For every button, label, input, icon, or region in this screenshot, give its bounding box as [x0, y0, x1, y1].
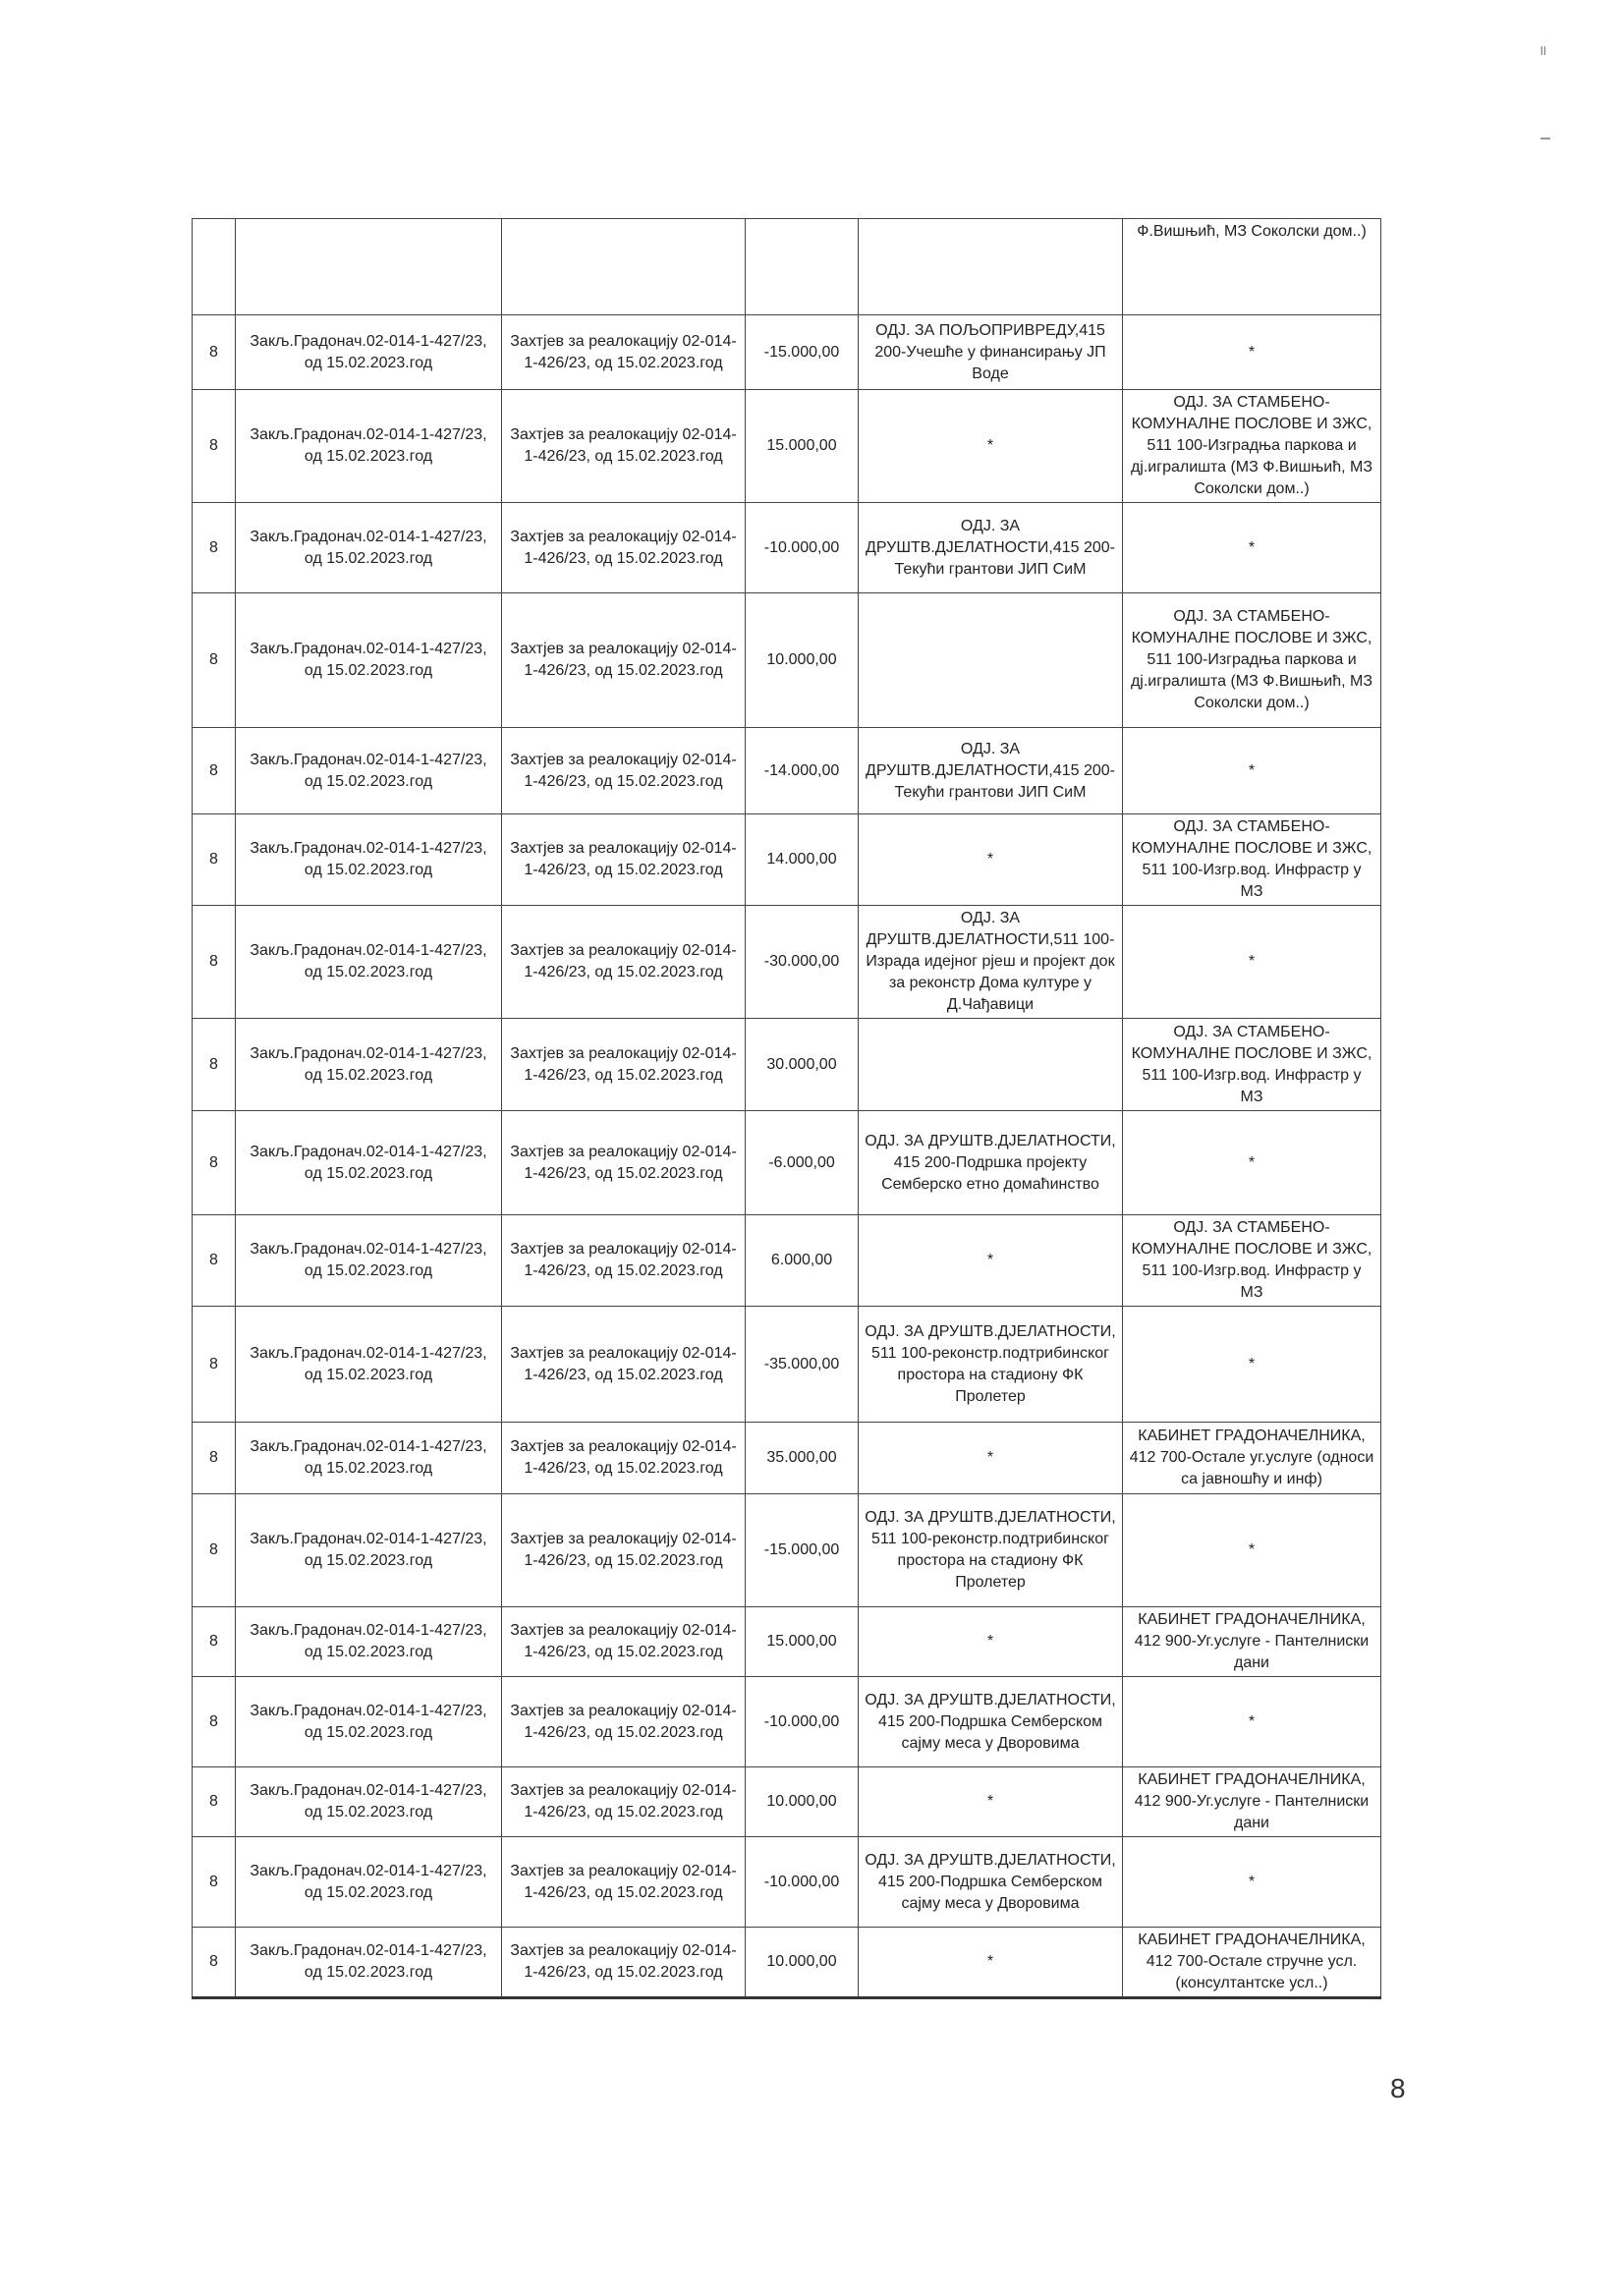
scan-artifact-dash — [1540, 138, 1550, 140]
cell-request-ref: Захтјев за реалокацију 02-014-1-426/23, од 15.02.2023.год — [502, 315, 746, 390]
cell-source-account: ОДЈ. ЗА ДРУШТВ.ДЈЕЛАТНОСТИ,415 200-Текући грантови ЈИП СиМ — [859, 728, 1123, 814]
cell-source-account: * — [859, 814, 1123, 906]
cell-request-ref: Захтјев за реалокацију 02-014-1-426/23, од 15.02.2023.год — [502, 1837, 746, 1928]
cell-target-account: * — [1123, 728, 1381, 814]
cell-amount: -35.000,00 — [746, 1307, 859, 1423]
cell-amount: -15.000,00 — [746, 1494, 859, 1607]
cell-number: 8 — [193, 1607, 236, 1677]
table-row — [193, 315, 1381, 390]
scan-artifact-mark: ॥ — [1539, 42, 1547, 58]
cell-amount: -6.000,00 — [746, 1111, 859, 1215]
cell-request-ref: Захтјев за реалокацију 02-014-1-426/23, од 15.02.2023.год — [502, 1423, 746, 1494]
cell-number: 8 — [193, 1111, 236, 1215]
cell-number: 8 — [193, 1677, 236, 1767]
cell-source-account: * — [859, 390, 1123, 503]
cell-number: 8 — [193, 728, 236, 814]
cell-source-account: ОДЈ. ЗА ДРУШТВ.ДЈЕЛАТНОСТИ, 415 200-Подршка Семберском сајму меса у Дворовима — [859, 1677, 1123, 1767]
cell-empty — [502, 219, 746, 315]
cell-amount: -14.000,00 — [746, 728, 859, 814]
table-row — [193, 1307, 1381, 1423]
cell-request-ref: Захтјев за реалокацију 02-014-1-426/23, од 15.02.2023.год — [502, 593, 746, 728]
cell-number: 8 — [193, 1423, 236, 1494]
cell-decision-ref: Закљ.Градонач.02-014-1-427/23, од 15.02.2023.год — [236, 1494, 502, 1607]
table-row — [193, 1767, 1381, 1837]
cell-source-account: * — [859, 1928, 1123, 1998]
cell-decision-ref: Закљ.Градонач.02-014-1-427/23, од 15.02.2023.год — [236, 1607, 502, 1677]
cell-decision-ref: Закљ.Градонач.02-014-1-427/23, од 15.02.2023.год — [236, 1837, 502, 1928]
cell-number: 8 — [193, 593, 236, 728]
cell-empty — [859, 219, 1123, 315]
page-number: 8 — [1390, 2073, 1406, 2103]
cell-decision-ref: Закљ.Градонач.02-014-1-427/23, од 15.02.2023.год — [236, 1111, 502, 1215]
cell-request-ref: Захтјев за реалокацију 02-014-1-426/23, од 15.02.2023.год — [502, 814, 746, 906]
cell-request-ref: Захтјев за реалокацију 02-014-1-426/23, од 15.02.2023.год — [502, 1494, 746, 1607]
cell-number: 8 — [193, 390, 236, 503]
cell-source-account: ОДЈ. ЗА ДРУШТВ.ДЈЕЛАТНОСТИ, 511 100-реконстр.подтрибинског простора на стадиону ФК Пролетер — [859, 1307, 1123, 1423]
cell-request-ref: Захтјев за реалокацију 02-014-1-426/23, од 15.02.2023.год — [502, 1928, 746, 1998]
cell-source-account: * — [859, 1767, 1123, 1837]
cell-amount: -10.000,00 — [746, 1677, 859, 1767]
cell-request-ref: Захтјев за реалокацију 02-014-1-426/23, од 15.02.2023.год — [502, 1215, 746, 1307]
cell-target-account: * — [1123, 1677, 1381, 1767]
cell-continued-text: Ф.Вишњић, МЗ Соколски дом..) — [1123, 219, 1381, 315]
cell-decision-ref: Закљ.Градонач.02-014-1-427/23, од 15.02.2023.год — [236, 1019, 502, 1111]
cell-number: 8 — [193, 503, 236, 593]
cell-decision-ref: Закљ.Градонач.02-014-1-427/23, од 15.02.2023.год — [236, 1677, 502, 1767]
table-row — [193, 814, 1381, 906]
cell-number: 8 — [193, 1928, 236, 1998]
cell-amount: -30.000,00 — [746, 906, 859, 1019]
cell-decision-ref: Закљ.Градонач.02-014-1-427/23, од 15.02.2023.год — [236, 1767, 502, 1837]
cell-number: 8 — [193, 1215, 236, 1307]
table-row — [193, 503, 1381, 593]
cell-request-ref: Захтјев за реалокацију 02-014-1-426/23, од 15.02.2023.год — [502, 1019, 746, 1111]
cell-amount: 15.000,00 — [746, 1607, 859, 1677]
cell-source-account — [859, 593, 1123, 728]
cell-source-account: ОДЈ. ЗА ДРУШТВ.ДЈЕЛАТНОСТИ, 511 100-реконстр.подтрибинског простора на стадиону ФК Пролетер — [859, 1494, 1123, 1607]
cell-source-account: * — [859, 1215, 1123, 1307]
cell-request-ref: Захтјев за реалокацију 02-014-1-426/23, од 15.02.2023.год — [502, 1767, 746, 1837]
table-row — [193, 1215, 1381, 1307]
table-row — [193, 1677, 1381, 1767]
cell-target-account: КАБИНЕТ ГРАДОНАЧЕЛНИКА, 412 900-Уг.услуге - Пантелниски дани — [1123, 1767, 1381, 1837]
cell-decision-ref: Закљ.Градонач.02-014-1-427/23, од 15.02.2023.год — [236, 728, 502, 814]
cell-target-account: * — [1123, 315, 1381, 390]
cell-request-ref: Захтјев за реалокацију 02-014-1-426/23, од 15.02.2023.год — [502, 728, 746, 814]
cell-number: 8 — [193, 1019, 236, 1111]
table-row — [193, 593, 1381, 728]
cell-number: 8 — [193, 814, 236, 906]
cell-number: 8 — [193, 1767, 236, 1837]
cell-empty — [236, 219, 502, 315]
cell-request-ref: Захтјев за реалокацију 02-014-1-426/23, од 15.02.2023.год — [502, 1307, 746, 1423]
cell-request-ref: Захтјев за реалокацију 02-014-1-426/23, од 15.02.2023.год — [502, 390, 746, 503]
cell-source-account: * — [859, 1423, 1123, 1494]
cell-target-account: * — [1123, 503, 1381, 593]
cell-target-account: * — [1123, 906, 1381, 1019]
cell-request-ref: Захтјев за реалокацију 02-014-1-426/23, од 15.02.2023.год — [502, 1607, 746, 1677]
cell-decision-ref: Закљ.Градонач.02-014-1-427/23, од 15.02.2023.год — [236, 1307, 502, 1423]
cell-target-account: * — [1123, 1837, 1381, 1928]
cell-source-account — [859, 1019, 1123, 1111]
cell-request-ref: Захтјев за реалокацију 02-014-1-426/23, од 15.02.2023.год — [502, 1111, 746, 1215]
cell-number: 8 — [193, 315, 236, 390]
cell-source-account: ОДЈ. ЗА ДРУШТВ.ДЈЕЛАТНОСТИ, 415 200-Подршка Семберском сајму меса у Дворовима — [859, 1837, 1123, 1928]
cell-target-account: * — [1123, 1494, 1381, 1607]
cell-decision-ref: Закљ.Градонач.02-014-1-427/23, од 15.02.2023.год — [236, 1215, 502, 1307]
cell-decision-ref: Закљ.Градонач.02-014-1-427/23, од 15.02.2023.год — [236, 1928, 502, 1998]
cell-amount: -10.000,00 — [746, 503, 859, 593]
cell-amount: 10.000,00 — [746, 1767, 859, 1837]
table-row-partial — [193, 219, 1381, 315]
cell-source-account: ОДЈ. ЗА ПОЉОПРИВРЕДУ,415 200-Учешће у финансирању ЈП Воде — [859, 315, 1123, 390]
table-row — [193, 1837, 1381, 1928]
cell-request-ref: Захтјев за реалокацију 02-014-1-426/23, од 15.02.2023.год — [502, 503, 746, 593]
cell-request-ref: Захтјев за реалокацију 02-014-1-426/23, од 15.02.2023.год — [502, 1677, 746, 1767]
cell-amount: 35.000,00 — [746, 1423, 859, 1494]
cell-amount: 10.000,00 — [746, 593, 859, 728]
reallocation-table — [192, 218, 1381, 1999]
cell-amount: 30.000,00 — [746, 1019, 859, 1111]
cell-target-account: ОДЈ. ЗА СТАМБЕНО-КОМУНАЛНЕ ПОСЛОВЕ И ЗЖС, 511 100-Изградња паркова и дј.игралишта (МЗ Ф.Вишњић, МЗ Соколски дом..) — [1123, 390, 1381, 503]
cell-amount: 10.000,00 — [746, 1928, 859, 1998]
cell-empty — [746, 219, 859, 315]
cell-number: 8 — [193, 1307, 236, 1423]
cell-target-account: КАБИНЕТ ГРАДОНАЧЕЛНИКА, 412 700-Остале уг.услуге (односи са јавношћу и инф) — [1123, 1423, 1381, 1494]
cell-decision-ref: Закљ.Градонач.02-014-1-427/23, од 15.02.2023.год — [236, 1423, 502, 1494]
cell-target-account: * — [1123, 1307, 1381, 1423]
cell-decision-ref: Закљ.Градонач.02-014-1-427/23, од 15.02.2023.год — [236, 503, 502, 593]
cell-decision-ref: Закљ.Градонач.02-014-1-427/23, од 15.02.2023.год — [236, 814, 502, 906]
table-row — [193, 1607, 1381, 1677]
cell-target-account: ОДЈ. ЗА СТАМБЕНО-КОМУНАЛНЕ ПОСЛОВЕ И ЗЖС, 511 100-Изгр.вод. Инфрастр у МЗ — [1123, 1019, 1381, 1111]
cell-target-account: ОДЈ. ЗА СТАМБЕНО-КОМУНАЛНЕ ПОСЛОВЕ И ЗЖС, 511 100-Изгр.вод. Инфрастр у МЗ — [1123, 1215, 1381, 1307]
cell-amount: -10.000,00 — [746, 1837, 859, 1928]
cell-amount: 14.000,00 — [746, 814, 859, 906]
cell-target-account: КАБИНЕТ ГРАДОНАЧЕЛНИКА, 412 900-Уг.услуге - Пантелниски дани — [1123, 1607, 1381, 1677]
table-row — [193, 906, 1381, 1019]
cell-source-account: ОДЈ. ЗА ДРУШТВ.ДЈЕЛАТНОСТИ, 415 200-Подршка пројекту Семберско етно домаћинство — [859, 1111, 1123, 1215]
cell-target-account: ОДЈ. ЗА СТАМБЕНО-КОМУНАЛНЕ ПОСЛОВЕ И ЗЖС, 511 100-Изградња паркова и дј.игралишта (МЗ Ф.Вишњић, МЗ Соколски дом..) — [1123, 593, 1381, 728]
cell-number: 8 — [193, 1494, 236, 1607]
cell-number: 8 — [193, 906, 236, 1019]
table-row — [193, 1019, 1381, 1111]
cell-amount: 15.000,00 — [746, 390, 859, 503]
table-row — [193, 1423, 1381, 1494]
cell-empty — [193, 219, 236, 315]
cell-decision-ref: Закљ.Градонач.02-014-1-427/23, од 15.02.2023.год — [236, 906, 502, 1019]
table-row — [193, 728, 1381, 814]
cell-source-account: * — [859, 1607, 1123, 1677]
cell-target-account: * — [1123, 1111, 1381, 1215]
table-row — [193, 1111, 1381, 1215]
cell-amount: -15.000,00 — [746, 315, 859, 390]
cell-amount: 6.000,00 — [746, 1215, 859, 1307]
cell-source-account: ОДЈ. ЗА ДРУШТВ.ДЈЕЛАТНОСТИ,415 200-Текући грантови ЈИП СиМ — [859, 503, 1123, 593]
table-row — [193, 1928, 1381, 1998]
cell-target-account: ОДЈ. ЗА СТАМБЕНО-КОМУНАЛНЕ ПОСЛОВЕ И ЗЖС, 511 100-Изгр.вод. Инфрастр у МЗ — [1123, 814, 1381, 906]
cell-target-account: КАБИНЕТ ГРАДОНАЧЕЛНИКА, 412 700-Остале стручне усл.(консултантске усл..) — [1123, 1928, 1381, 1998]
cell-decision-ref: Закљ.Градонач.02-014-1-427/23, од 15.02.2023.год — [236, 315, 502, 390]
table-row — [193, 1494, 1381, 1607]
cell-request-ref: Захтјев за реалокацију 02-014-1-426/23, од 15.02.2023.год — [502, 906, 746, 1019]
table-row — [193, 390, 1381, 503]
cell-number: 8 — [193, 1837, 236, 1928]
cell-decision-ref: Закљ.Градонач.02-014-1-427/23, од 15.02.2023.год — [236, 390, 502, 503]
cell-source-account: ОДЈ. ЗА ДРУШТВ.ДЈЕЛАТНОСТИ,511 100-Израда идејног рјеш и пројект док за реконстр Дома културе у Д.Чађавици — [859, 906, 1123, 1019]
cell-decision-ref: Закљ.Градонач.02-014-1-427/23, од 15.02.2023.год — [236, 593, 502, 728]
